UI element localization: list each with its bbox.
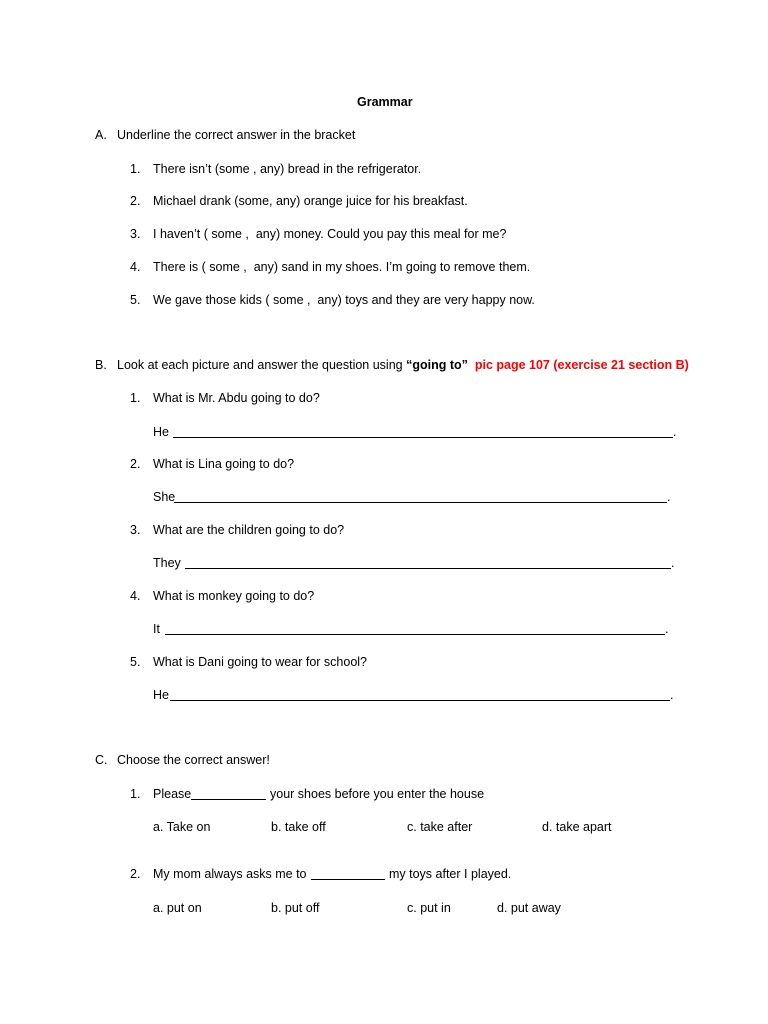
sentence-after-blank: my toys after I played.	[389, 867, 512, 881]
item-number: 2.	[130, 457, 141, 471]
sentence-text: I haven’t ( some , any) money. Could you pay this meal for me?	[153, 227, 507, 241]
answer-period: .	[671, 556, 675, 570]
option-d[interactable]: d. put away	[497, 901, 561, 915]
section-a-marker: A.	[95, 128, 107, 142]
option-c[interactable]: c. put in	[407, 901, 451, 915]
sentence-text: There isn’t (some , any) bread in the refrigerator.	[153, 162, 422, 176]
option-d[interactable]: d. take apart	[542, 820, 612, 834]
answer-prefix: They	[153, 556, 181, 570]
option-b[interactable]: b. take off	[271, 820, 326, 834]
item-number: 1.	[130, 391, 141, 405]
item-number: 1.	[130, 787, 141, 801]
answer-prefix: She	[153, 490, 176, 504]
answer-period: .	[667, 490, 671, 504]
sentence-before-blank: Please	[153, 787, 192, 801]
answer-period: .	[670, 688, 674, 702]
section-c-heading: Choose the correct answer!	[117, 753, 270, 767]
item-number: 4.	[130, 589, 141, 603]
answer-blank[interactable]	[185, 568, 671, 569]
section-c-marker: C.	[95, 753, 108, 767]
sentence-after-blank: your shoes before you enter the house	[270, 787, 485, 801]
option-c[interactable]: c. take after	[407, 820, 473, 834]
page-title: Grammar	[357, 95, 413, 109]
section-b-heading	[117, 357, 689, 373]
item-number: 2.	[130, 194, 141, 208]
answer-period: .	[665, 622, 669, 636]
heading-keyword: “going to”	[406, 358, 468, 372]
answer-blank[interactable]	[165, 634, 665, 635]
answer-prefix: It	[153, 622, 160, 636]
item-number: 3.	[130, 227, 141, 241]
question-text: What is monkey going to do?	[153, 589, 315, 603]
heading-text: Look at each picture and answer the question using	[117, 358, 403, 372]
item-number: 5.	[130, 293, 141, 307]
answer-blank[interactable]	[191, 799, 266, 800]
answer-prefix: He	[153, 425, 169, 439]
item-number: 5.	[130, 655, 141, 669]
item-number: 3.	[130, 523, 141, 537]
answer-blank[interactable]	[170, 700, 670, 701]
item-number: 4.	[130, 260, 141, 274]
answer-blank[interactable]	[174, 502, 667, 503]
option-a[interactable]: a. put on	[153, 901, 202, 915]
sentence-before-blank: My mom always asks me to	[153, 867, 307, 881]
page-reference: pic page 107 (exercise 21 section B)	[474, 358, 689, 372]
sentence-text: Michael drank (some, any) orange juice for his breakfast.	[153, 194, 468, 208]
section-a-heading: Underline the correct answer in the bracket	[117, 128, 356, 142]
answer-blank[interactable]	[311, 879, 385, 880]
answer-period: .	[673, 425, 677, 439]
question-text: What is Lina going to do?	[153, 457, 295, 471]
item-number: 2.	[130, 867, 141, 881]
question-text: What is Dani going to wear for school?	[153, 655, 367, 669]
answer-prefix: He	[153, 688, 169, 702]
question-text: What is Mr. Abdu going to do?	[153, 391, 320, 405]
section-b-marker: B.	[95, 358, 107, 372]
item-number: 1.	[130, 162, 141, 176]
option-a[interactable]: a. Take on	[153, 820, 211, 834]
answer-blank[interactable]	[173, 437, 673, 438]
sentence-text: We gave those kids ( some , any) toys and they are very happy now.	[153, 293, 535, 307]
option-b[interactable]: b. put off	[271, 901, 320, 915]
question-text: What are the children going to do?	[153, 523, 345, 537]
sentence-text: There is ( some , any) sand in my shoes. I’m going to remove them.	[153, 260, 531, 274]
